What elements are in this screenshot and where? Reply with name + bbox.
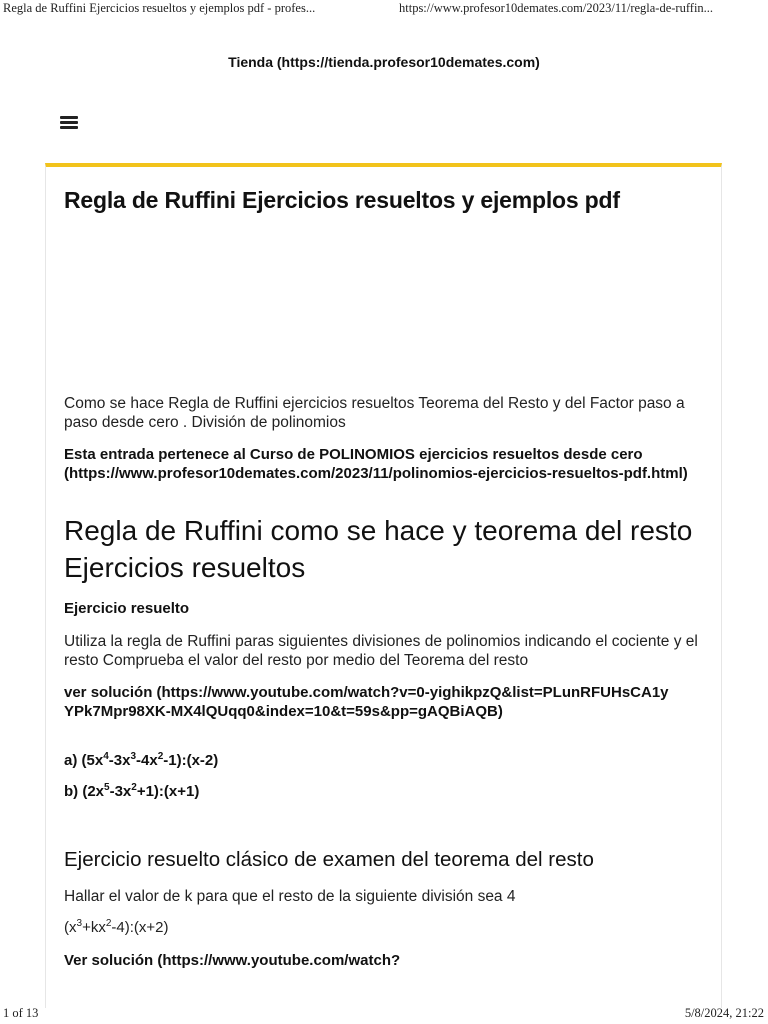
exercise-label: Ejercicio resuelto	[64, 600, 190, 617]
post-title: Regla de Ruffini Ejercicios resueltos y ejemplos pdf	[64, 187, 620, 213]
hamburger-menu-icon[interactable]	[60, 114, 78, 130]
solution-link-2[interactable]: Ver solución (https://www.youtube.com/watch?	[64, 952, 401, 969]
print-datetime: 5/8/2024, 21:22	[684, 1006, 764, 1020]
exercise-b: b) $(2x^5-3x^2+1):(x+1)$	[64, 782, 200, 800]
article-card	[45, 163, 722, 1008]
print-page-title: Regla de Ruffini Ejercicios resueltos y ejemplos pdf - profes...	[3, 1, 316, 15]
division-expression: $(x^3+kx^2-4):(x+2)$	[64, 918, 169, 936]
solution-link-1[interactable]: ver solución (https://www.youtube.com/watch?v=0-yighikpzQ&list=PLunRFUHsCA1yYPk7Mpr98XK-MX4lQUqq0&index=10&t=59s&pp=gAQBiAQB)	[64, 684, 669, 720]
store-link[interactable]: Tienda (https://tienda.profesor10demates.com)	[228, 54, 540, 70]
print-page-url: https://www.profesor10demates.com/2023/11/regla-de-ruffin...	[399, 1, 714, 15]
exercise-description: Utiliza la regla de Ruffini paras siguientes divisiones de polinomios indicando el cociente y el resto Comprueba el valor del resto por medio del Teorema del resto	[64, 633, 698, 669]
course-note-link[interactable]: Esta entrada pertenece al Curso de POLINOMIOS ejercicios resueltos desde cero (https://www.profesor10demates.com/2023/11/polinomios-ejercicios-resueltos-pdf.html)	[64, 446, 688, 482]
print-footer	[0, 1004, 768, 1024]
sub-heading: Ejercicio resuelto clásico de examen del teorema del resto	[64, 848, 594, 871]
hallar-text: Hallar el valor de k para que el resto de la siguiente división sea 4	[64, 888, 516, 905]
exercise-a: a) $(5x^4-3x^3-4x^2-1):(x-2)$	[64, 751, 219, 769]
intro-text: Como se hace Regla de Ruffini ejercicios resueltos Teorema del Resto y del Factor paso a paso desde cero . División de polinomios	[64, 395, 685, 431]
page-counter: 1 of 13	[3, 1006, 39, 1020]
print-header	[0, 0, 768, 20]
main-heading: Regla de Ruffini como se hace y teorema del resto Ejercicios resueltos	[64, 515, 693, 583]
